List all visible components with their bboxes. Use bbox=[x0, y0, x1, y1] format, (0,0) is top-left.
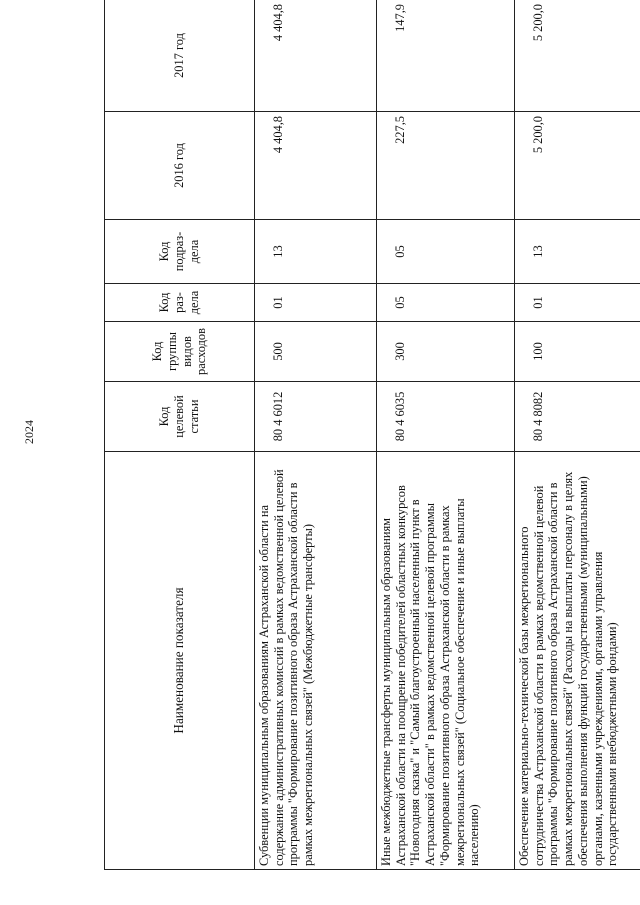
row-target-code: 80 4 6035 bbox=[377, 382, 515, 452]
row-section: 05 bbox=[377, 284, 515, 322]
header-section: Код раз-дела bbox=[105, 284, 255, 322]
row-name: Субвенции муниципальным образованиям Астраханской области на содержание административных комиссий в рамках ведомственной целевой программы "Формирование позитивного образа Астраханской области в рамках межрегиональных связей" (Межбюджетные трансферты) bbox=[255, 452, 377, 870]
header-year-2016: 2016 год bbox=[105, 112, 255, 220]
row-subsection: 13 bbox=[255, 220, 377, 284]
table-row bbox=[377, 0, 515, 870]
row-target-code: 80 4 8082 bbox=[515, 382, 640, 452]
row-subsection: 13 bbox=[515, 220, 640, 284]
header-name: Наименование показателя bbox=[105, 452, 255, 870]
row-expense-group: 100 bbox=[515, 322, 640, 382]
row-year-2016: 4 404,8 bbox=[255, 112, 377, 220]
budget-table bbox=[104, 0, 640, 870]
row-expense-group: 500 bbox=[255, 322, 377, 382]
row-target-code: 80 4 6012 bbox=[255, 382, 377, 452]
row-year-2017: 4 404,8 bbox=[255, 0, 377, 112]
row-section: 01 bbox=[255, 284, 377, 322]
row-year-2017: 5 200,0 bbox=[515, 0, 640, 112]
row-subsection: 05 bbox=[377, 220, 515, 284]
row-year-2017: 147,9 bbox=[377, 0, 515, 112]
header-target-code: Код целевой статьи bbox=[105, 382, 255, 452]
row-name: Обеспечение материально-технической базы межрегионального сотрудничества Астраханской области в рамках ведомственной целевой программы "Формирование позитивного образа Астраханской области в рамках межрегиональных связей" (Расходы на выплаты персоналу в целях обеспечения выполнения функций государственными (муниципальными) органами, казенными учреждениями, органами управления государственными внебюджетными фондами) bbox=[515, 452, 640, 870]
row-expense-group: 300 bbox=[377, 322, 515, 382]
page-number: 2024 bbox=[22, 420, 36, 444]
row-section: 01 bbox=[515, 284, 640, 322]
table-row bbox=[255, 0, 377, 870]
rotated-page-content bbox=[104, 0, 640, 870]
row-year-2016: 5 200,0 bbox=[515, 112, 640, 220]
row-year-2016: 227,5 bbox=[377, 112, 515, 220]
table-row bbox=[515, 0, 640, 870]
table-header-row bbox=[105, 0, 255, 870]
row-name: Иные межбюджетные трансферты муниципальным образованиям Астраханской области на поощрение победителей областных конкурсов "Новогодняя сказка" и "Самый благоустроенный населенный пункт в Астраханской области" в рамках ведомственной целевой программы "Формирование позитивного образа Астраханской области в рамках межрегиональных связей" (Социальное обеспечение и иные выплаты населению) bbox=[377, 452, 515, 870]
header-year-2017: 2017 год bbox=[105, 0, 255, 112]
header-subsection: Код подраз-дела bbox=[105, 220, 255, 284]
header-expense-group: Код группы видов расходов bbox=[105, 322, 255, 382]
